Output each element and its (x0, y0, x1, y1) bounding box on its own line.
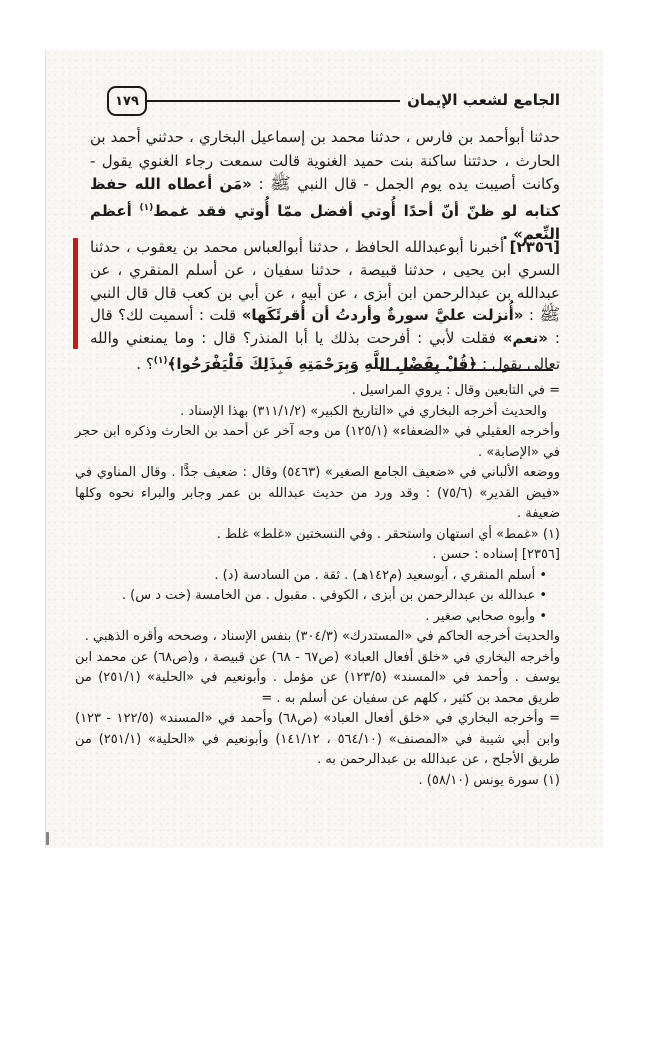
red-highlight-marker-line (73, 238, 78, 349)
isnad-text: حدثنا أبوأحمد بن فارس ، حدثنا محمد بن إسماعيل البخاري ، حدثني أحمد بن الحارث ، حدثتنا ساكنة بنت حميد الغنوية قالت سمعت رجاء الغنوي يقول - وكانت أصيبت يده يوم الجمل - قال النبي (90, 128, 561, 193)
footnote-reference: (١) (139, 202, 154, 213)
page-number: ١٧٩ (115, 93, 139, 109)
isnad-text: أخبرنا أبوعبدالله الحافظ ، حدثنا أبوالعباس محمد بن يعقوب ، حدثنا السري ابن يحيى ، حدثنا قبيصة ، حدثنا سفيان ، عن أسلم المنقري ، عن عبدالله بن عبدالرحمن ابن أبزى ، عن أبيه ، عن أبي بن كعب قال قال النبي (90, 238, 560, 302)
footnote-line: = وأخرجه البخاري في «خلق أفعال العباد» (ص٦٨) وأحمد في «المسند» (١٢٢/٥ - ١٢٣) وابن أبي شيبة في «المصنف» (٥٦٤/١٠ ، ١٤١/١٢) وأبونعيم في «الحلية» (٢٥١/١) من طريق الأجلح ، عن عبدالله بن عبدالرحمن به . (75, 711, 560, 767)
book-title: الجامع لشعب الإيمان (407, 91, 560, 109)
hadith-text: «مَن أعطاه الله حفظ كتابه لو ظنّ أنّ أحدًا أُوتي أفضل ممّا أُوتي فقد غمط (90, 175, 560, 220)
footnote-line: ووضعه الألباني في «ضعيف الجامع الصغير» (٥٤٦٣) وقال : ضعيف جدًّا . وقال المناوي في «فيض القدير» (٧٥/٦) : وقد ورد من حديث عبدالله بن عمر وجابر والبراء نحوه وكلها ضعيفة . (75, 465, 561, 521)
dialogue-text: فقلت لأبي : أفرحت بذلك يا أبا المنذر؟ قال : وما يمنعني والله تعالى يقول : (90, 329, 560, 373)
main-paragraph-hadith-1 (90, 126, 560, 247)
hadith-text: «أُنزلت عليَّ سورةٌ وأردتُ أن أُقرئَكَها» (241, 306, 524, 325)
header-rule (147, 100, 400, 102)
quran-verse: ﴿قُلْ بِفَضْلِ اللَّهِ وَبِرَحْمَتِهِ فَبِذَلِكَ فَلْيَفْرَحُوا﴾ (167, 354, 478, 373)
hadith-text: «نعم» (502, 329, 548, 348)
footnote-line: [٢٣٥٦] إسناده : حسن . (432, 547, 560, 562)
page-scan-edge (45, 50, 46, 848)
colon: : (251, 175, 271, 193)
footnote-line: (١) سورة يونس (٥٨/١٠) . (418, 772, 560, 788)
hadith-number: [٢٣٥٦] (509, 238, 560, 256)
footnote-line: والحديث أخرجه البخاري في «التاريخ الكبير» (٣١١/١/٢) بهذا الإسناد . (180, 403, 547, 419)
scan-artifact-tick (46, 832, 49, 845)
scanned-book-page (45, 50, 603, 848)
page-number-badge (107, 86, 147, 116)
dialogue-text: قلت : أسميت لك؟ قال : (90, 306, 560, 348)
footnote-line: (١) «غمط» أي استهان واستحقر . وفي النسختين «غلط» غلط . (216, 526, 560, 542)
footnote-line: والحديث أخرجه الحاكم في «المستدرك» (٣٠٤/٣) بنفس الإسناد ، وصححه وأقره الذهبي . (84, 629, 560, 644)
footnote-narrator-item: • وأبوه صحابي صغير . (425, 608, 547, 624)
footnotes-section (75, 381, 560, 791)
page-header (45, 84, 603, 116)
footnote-line: = في التابعين وقال : يروي المراسيل . (351, 383, 560, 398)
footnote-narrator-item: • عبدالله بن عبدالرحمن بن أبزى ، الكوفي . مقبول . من الخامسة (خت د س) . (121, 588, 547, 603)
sallallahu-alayhi-wasallam-icon: ﷺ (270, 174, 291, 194)
footnote-line: وأخرجه العقيلي في «الضعفاء» (١٢٥/١) من وجه آخر عن أحمد بن الحارث وذكره ابن حجر في «الإصابة» . (75, 424, 560, 460)
paragraph-tail: ؟ . (136, 354, 154, 373)
main-paragraph-hadith-2356 (90, 236, 560, 376)
footnote-narrator-item: • أسلم المنقري ، أبوسعيد (م١٤٢هـ) . ثقة . من السادسة (د) . (214, 567, 547, 583)
sallallahu-alayhi-wasallam-icon: ﷺ (539, 305, 560, 326)
footnote-reference: (١) (153, 355, 168, 366)
footnote-line: وأخرجه البخاري في «خلق أفعال العباد» (ص٦٧ - ٦٨) عن قبيصة ، و(ص٦٨) عن محمد ابن يوسف . وأحمد في «المسند» (١٢٣/٥) عن مؤمل . وأبونعيم في «الحلية» (٢٥١/١) من طريق محمد بن كثير ، كلهم عن سفيان عن أسلم به . = (75, 649, 560, 706)
colon: : (523, 306, 540, 325)
hadith-text-end: أعظم النِّعم» . (90, 201, 560, 243)
footnote-separator-rule (380, 369, 553, 371)
